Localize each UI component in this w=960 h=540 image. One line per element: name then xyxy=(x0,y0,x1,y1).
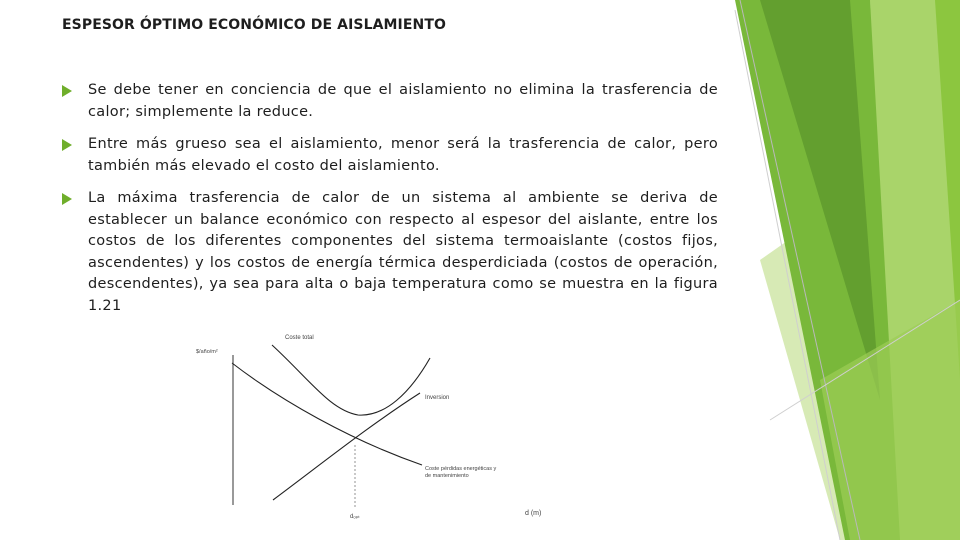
bullet-text: Entre más grueso sea el aislamiento, menor será la trasferencia de calor, pero también más elevado el costo del aislamiento. xyxy=(88,136,718,174)
optimum-label: dₒₚₜ xyxy=(350,514,360,520)
cost-vs-thickness-figure xyxy=(190,325,550,525)
energy-cost-label: Coste pérdidas energéticas y xyxy=(425,466,497,472)
energy-cost-curve xyxy=(232,363,422,465)
total-cost-label: Coste total xyxy=(285,335,314,341)
triangle-bullet-icon xyxy=(62,85,72,97)
slide-title: ESPESOR ÓPTIMO ECONÓMICO DE AISLAMIENTO xyxy=(62,17,446,33)
investment-curve xyxy=(273,393,420,500)
x-axis-label: d (m) xyxy=(525,510,542,517)
bullet-list xyxy=(62,80,718,328)
triangle-bullet-icon xyxy=(62,139,72,151)
bullet-text: La máxima trasferencia de calor de un sistema al ambiente se deriva de establecer un balance económico con respecto al espesor del aislante, entre los costos de los diferentes componentes del sistema termoaislante (costos fijos, ascendentes) y los costos de energía térmica desperdiciada (costos de operación, descendentes), ya sea para alta o baja temperatura como se muestra en la figura 1.21 xyxy=(88,190,718,314)
bullet-item xyxy=(62,80,718,123)
bullet-text: Se debe tener en conciencia de que el aislamiento no elimina la trasferencia de calor; simplemente la reduce. xyxy=(88,82,718,120)
bullet-item xyxy=(62,134,718,177)
energy-cost-label-2: de mantenimiento xyxy=(425,473,469,479)
bullet-item xyxy=(62,188,718,317)
total-cost-curve xyxy=(272,345,430,415)
investment-label: Inversion xyxy=(425,395,450,401)
y-axis-label: $/año/m² xyxy=(196,349,218,355)
triangle-bullet-icon xyxy=(62,193,72,205)
